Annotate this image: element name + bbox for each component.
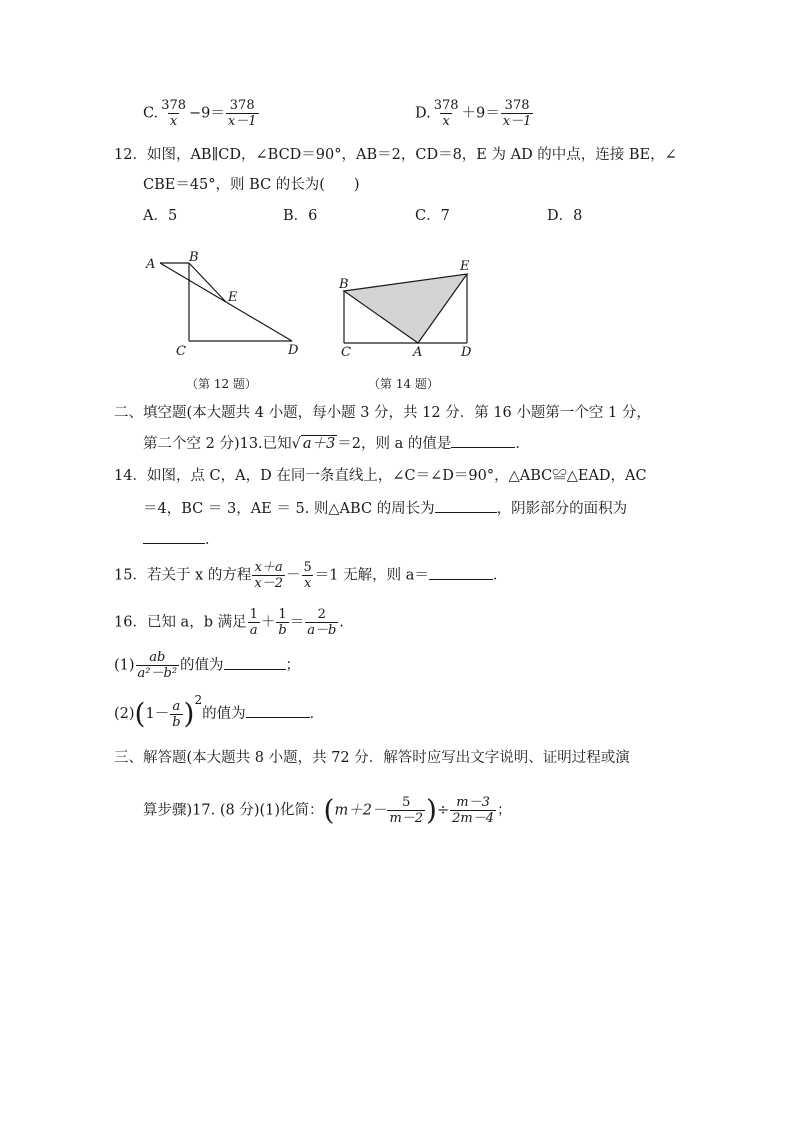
numerator: 378 (433, 98, 459, 113)
denominator: x－1 (502, 114, 532, 129)
answer-blank-perimeter[interactable] (435, 498, 497, 513)
answer-blank[interactable] (224, 655, 286, 670)
part-text: 的值为 (180, 657, 224, 674)
point-label-b: B (189, 250, 199, 265)
answer-blank[interactable] (451, 433, 515, 448)
operator: － (285, 567, 301, 584)
q14-text: ＝4，BC ＝ 3，AE ＝ 5. 则△ABC 的周长为 (143, 501, 435, 517)
fraction (432, 98, 461, 129)
square-root: √ a＋3 (291, 436, 336, 452)
fraction (248, 607, 260, 638)
q15-suffix: ＝1 无解，则 a＝ (314, 567, 429, 584)
denominator: a (249, 623, 258, 638)
point-label-c: C (176, 344, 186, 359)
point-label-c: C (341, 345, 351, 360)
q12-option-c: C．7 (415, 208, 450, 224)
answer-blank[interactable] (246, 703, 310, 718)
figure-14-caption: （第 14 题） (368, 377, 439, 391)
q13-prefix: 第二个空 2 分)13.已知 (143, 436, 292, 452)
q16-prefix: 16．已知 a，b 满足 (114, 614, 247, 631)
part-text: 的值为 (202, 706, 246, 722)
q14-line3 (143, 529, 220, 550)
segment-be (189, 263, 226, 302)
q14-line1: 14．如图，点 C，A，D 在同一条直线上，∠C＝∠D＝90°，△ABC≌△EAD，AC (114, 468, 647, 484)
fraction (387, 795, 425, 826)
fraction (450, 795, 496, 826)
numerator: 2 (317, 607, 326, 622)
q12-prefix: 12．如图， (114, 147, 191, 163)
numerator: 378 (161, 98, 187, 113)
operator: ＋ (260, 614, 276, 631)
fraction (501, 98, 534, 129)
numerator: 378 (229, 98, 255, 113)
figure-12-caption: （第 12 题） (186, 377, 257, 391)
option-label: C. (143, 105, 159, 122)
operator: ÷ (436, 802, 450, 819)
punctuation: ． (492, 567, 508, 584)
denominator: a－b (307, 623, 337, 638)
q14-line2 (143, 498, 627, 519)
option-label: D. (415, 105, 431, 122)
operator: ＋9＝ (461, 105, 500, 122)
q12-option-d: D．8 (547, 208, 583, 224)
denominator: b (278, 623, 287, 638)
expression-text: m＋2－ (334, 802, 387, 819)
numerator: 1 (249, 607, 258, 622)
q12-line2: CBE＝45°，则 BC 的长为( ) (143, 177, 360, 193)
fraction (305, 607, 338, 638)
left-paren: ( (134, 697, 146, 730)
expression-text: 1－ (145, 706, 170, 722)
operator: ＝ (289, 614, 305, 631)
shaded-triangle-abe (344, 274, 467, 343)
denominator: b (172, 714, 181, 730)
point-label-e: E (460, 259, 470, 274)
q11-option-d (415, 98, 534, 129)
numerator: a (172, 698, 181, 714)
q16-part2 (114, 690, 324, 730)
denominator: x－2 (254, 576, 283, 591)
q13-suffix: ＝2，则 a 的值是 (337, 436, 452, 452)
q17-prefix: 算步骤)17. (8 分)(1)化简： (143, 802, 324, 819)
q12-option-b: B．6 (283, 208, 318, 224)
point-label-a: A (413, 345, 423, 360)
punctuation: ； (497, 802, 512, 819)
point-label-b: B (339, 277, 349, 292)
fraction (170, 699, 182, 730)
denominator: x (303, 576, 312, 591)
fraction (226, 98, 259, 129)
denominator: m－2 (389, 811, 424, 826)
q12-body: AB∥CD，∠BCD＝90°，AB＝2，CD＝8，E 为 AD 的中点，连接 BE，∠ (190, 147, 677, 163)
figure-14 (334, 255, 484, 365)
q16-line (114, 607, 344, 638)
denominator: x (442, 114, 450, 129)
q16-part1 (114, 650, 300, 681)
numerator: 1 (278, 607, 287, 622)
q15-line (114, 560, 507, 591)
q15-prefix: 15．若关于 x 的方程 (114, 567, 252, 584)
radicand: a＋3 (302, 436, 336, 452)
section-2-line1: 二、填空题(本大题共 4 小题，每小题 3 分，共 12 分．第 16 小题第一个空 1 分， (114, 405, 651, 421)
part-label: (1) (114, 657, 135, 674)
q12-option-a: A．5 (143, 208, 178, 224)
denominator: x－1 (227, 114, 257, 129)
point-label-d: D (461, 345, 472, 360)
left-paren: ( (323, 793, 335, 827)
denominator: x (169, 114, 178, 129)
numerator: 5 (303, 560, 312, 575)
q12-line1 (114, 145, 677, 165)
part-label: (2) (114, 706, 135, 722)
numerator: x＋a (254, 560, 283, 575)
denominator: a²－b² (137, 666, 178, 681)
denominator: 2m－4 (452, 811, 495, 826)
numerator: ab (149, 650, 166, 665)
fraction (276, 607, 288, 638)
section-3-line1: 三、解答题(本大题共 8 小题，共 72 分．解答时应写出文字说明、证明过程或演 (114, 750, 630, 766)
q14-text: ，阴影部分的面积为 (496, 501, 628, 517)
section-3-line2 (143, 795, 512, 826)
punctuation: ． (205, 532, 220, 548)
figure-12 (140, 245, 320, 365)
fraction (159, 98, 188, 129)
point-label-d: D (288, 343, 299, 358)
fraction (301, 560, 313, 591)
fraction (136, 650, 180, 681)
q11-option-c (143, 98, 260, 129)
punctuation: . (339, 614, 344, 631)
numerator: 378 (504, 98, 530, 113)
answer-blank-area[interactable] (143, 529, 205, 544)
point-label-a: A (146, 257, 156, 272)
right-paren: ) (426, 793, 437, 827)
answer-blank[interactable] (429, 565, 493, 580)
section-2-line2 (143, 433, 530, 454)
point-label-e: E (228, 290, 238, 305)
numerator: 5 (402, 795, 411, 810)
punctuation: ． (309, 706, 325, 722)
numerator: m－3 (456, 795, 490, 810)
punctuation: ． (515, 436, 530, 452)
punctuation: ； (285, 657, 301, 674)
right-paren: ) (183, 697, 195, 730)
fraction (252, 560, 285, 591)
operator: −9＝ (189, 105, 225, 122)
exponent: 2 (194, 693, 203, 707)
